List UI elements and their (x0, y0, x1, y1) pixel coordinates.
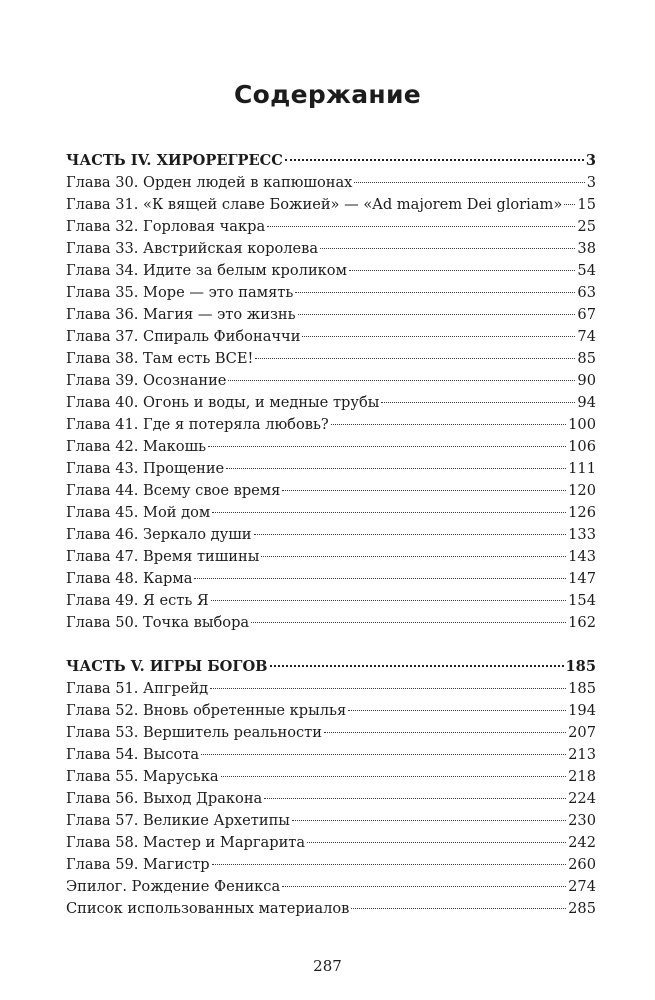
toc-entry-page: 38 (577, 240, 596, 257)
dot-leader (381, 402, 575, 403)
toc-entry-page: 100 (568, 416, 596, 433)
toc-entry[interactable] (66, 238, 596, 260)
toc-entry[interactable] (66, 766, 596, 788)
dot-leader (261, 556, 566, 557)
dot-leader (270, 665, 564, 667)
toc-part-title: ЧАСТЬ V. ИГРЫ БОГОВ (66, 658, 268, 675)
toc-entry-page: 63 (577, 284, 596, 301)
toc-entry-page: 242 (568, 834, 596, 851)
toc-entry[interactable] (66, 282, 596, 304)
dot-leader (255, 358, 575, 359)
dot-leader (302, 336, 575, 337)
toc-entry-title: Глава 33. Австрийская королева (66, 240, 319, 257)
toc-entry-title: Список использованных материалов (66, 900, 350, 917)
dot-leader (351, 908, 566, 909)
toc-entry-list (66, 678, 596, 920)
toc-entry-page: 260 (568, 856, 596, 873)
toc-entry-page: 94 (577, 394, 596, 411)
dot-leader (211, 600, 566, 601)
toc-part-heading[interactable] (66, 656, 596, 678)
toc-entry[interactable] (66, 326, 596, 348)
toc-entry-title: Глава 49. Я есть Я (66, 592, 209, 609)
toc-entry[interactable] (66, 480, 596, 502)
toc-entry-page: 213 (568, 746, 596, 763)
toc-entry[interactable] (66, 568, 596, 590)
toc-entry[interactable] (66, 876, 596, 898)
dot-leader (212, 864, 566, 865)
page-title: Содержание (233, 80, 422, 109)
toc-entry[interactable] (66, 216, 596, 238)
toc-entry-title: Глава 54. Высота (66, 746, 200, 763)
dot-leader (307, 842, 566, 843)
dot-leader (320, 248, 575, 249)
toc-entry-page: 207 (568, 724, 596, 741)
dot-leader (194, 578, 566, 579)
dot-leader (267, 226, 575, 227)
dot-leader (348, 710, 566, 711)
toc-entry[interactable] (66, 612, 596, 634)
toc-entry[interactable] (66, 436, 596, 458)
dot-leader (282, 490, 566, 491)
toc-entry-page: 106 (568, 438, 596, 455)
dot-leader (564, 204, 575, 205)
toc-entry-title: Глава 38. Там есть ВСЕ! (66, 350, 254, 367)
toc-entry[interactable] (66, 392, 596, 414)
toc-entry-title: Глава 36. Магия — это жизнь (66, 306, 296, 323)
toc-entry-title: Глава 53. Вершитель реальности (66, 724, 322, 741)
toc-entry-page: 133 (568, 526, 596, 543)
toc-entry[interactable] (66, 194, 596, 216)
dot-leader (295, 292, 575, 293)
toc-entry-page: 274 (568, 878, 596, 895)
toc-entry-page: 67 (577, 306, 596, 323)
dot-leader (285, 159, 584, 161)
toc-entry-page: 85 (577, 350, 596, 367)
toc-part-page: 3 (585, 152, 596, 169)
toc-entry-title: Глава 34. Идите за белым кроликом (66, 262, 347, 279)
toc-entry-title: Глава 57. Великие Архетипы (66, 812, 290, 829)
dot-leader (228, 380, 575, 381)
toc-entry[interactable] (66, 348, 596, 370)
toc-entry-title: Глава 37. Спираль Фибоначчи (66, 328, 301, 345)
toc-entry-title: Глава 46. Зеркало души (66, 526, 252, 543)
toc-entry-page: 143 (568, 548, 596, 565)
toc-entry[interactable] (66, 546, 596, 568)
dot-leader (226, 468, 566, 469)
toc-entry-page: 194 (568, 702, 596, 719)
toc-entry[interactable] (66, 590, 596, 612)
toc-entry-title: Глава 48. Карма (66, 570, 193, 587)
toc-entry-page: 126 (568, 504, 596, 521)
dot-leader (298, 314, 576, 315)
toc-entry-page: 25 (577, 218, 596, 235)
toc-part-title: ЧАСТЬ IV. ХИРОРЕГРЕСС (66, 152, 283, 169)
toc-entry-title: Глава 59. Магистр (66, 856, 210, 873)
toc-entry-page: 154 (568, 592, 596, 609)
toc-entry-title: Глава 32. Горловая чакра (66, 218, 266, 235)
dot-leader (331, 424, 566, 425)
toc-entry[interactable] (66, 524, 596, 546)
toc-entry[interactable] (66, 458, 596, 480)
toc-entry[interactable] (66, 700, 596, 722)
toc-entry-list (66, 172, 596, 634)
dot-leader (254, 534, 567, 535)
toc-entry[interactable] (66, 810, 596, 832)
dot-leader (210, 688, 566, 689)
dot-leader (354, 182, 584, 183)
toc-entry-title: Глава 35. Море — это память (66, 284, 294, 301)
toc-entry[interactable] (66, 898, 596, 920)
toc-entry-title: Глава 31. «К вящей славе Божией» — «Ad majorem Dei gloriam» (66, 196, 563, 213)
toc-entry-title: Глава 51. Апгрейд (66, 680, 209, 697)
dot-leader (212, 512, 566, 513)
toc-entry-page: 230 (568, 812, 596, 829)
dot-leader (349, 270, 575, 271)
dot-leader (208, 446, 566, 447)
toc-part-v (66, 656, 596, 920)
toc-entry[interactable] (66, 722, 596, 744)
dot-leader (292, 820, 566, 821)
toc-entry-title: Глава 47. Время тишины (66, 548, 260, 565)
dot-leader (264, 798, 566, 799)
toc-entry[interactable] (66, 678, 596, 700)
toc-entry-title: Глава 56. Выход Дракона (66, 790, 263, 807)
toc-entry-page: 147 (568, 570, 596, 587)
toc-part-page: 185 (565, 658, 596, 675)
toc-entry[interactable] (66, 370, 596, 392)
toc-entry-title: Глава 39. Осознание (66, 372, 227, 389)
dot-leader (221, 776, 567, 777)
toc-entry-title: Глава 41. Где я потеряла любовь? (66, 416, 329, 433)
toc-entry-page: 162 (568, 614, 596, 631)
dot-leader (251, 622, 566, 623)
page-number: 287 (313, 957, 342, 975)
toc-entry[interactable] (66, 502, 596, 524)
toc-part-heading[interactable] (66, 150, 596, 172)
toc-entry[interactable] (66, 414, 596, 436)
toc-entry-page: 90 (577, 372, 596, 389)
toc-entry-title: Глава 50. Точка выбора (66, 614, 250, 631)
toc-entry[interactable] (66, 304, 596, 326)
toc-entry-page: 218 (568, 768, 596, 785)
toc-entry[interactable] (66, 854, 596, 876)
toc-entry[interactable] (66, 788, 596, 810)
dot-leader (324, 732, 566, 733)
toc-entry-title: Глава 52. Вновь обретенные крылья (66, 702, 347, 719)
toc-entry[interactable] (66, 832, 596, 854)
toc-entry-page: 15 (577, 196, 596, 213)
toc-entry-title: Глава 40. Огонь и воды, и медные трубы (66, 394, 380, 411)
toc-part-iv (66, 150, 596, 634)
toc-entry-title: Глава 30. Орден людей в капюшонах (66, 174, 353, 191)
toc-entry-title: Эпилог. Рождение Феникса (66, 878, 281, 895)
toc-entry-title: Глава 43. Прощение (66, 460, 225, 477)
toc-entry[interactable] (66, 744, 596, 766)
toc-entry-page: 74 (577, 328, 596, 345)
toc-entry-page: 54 (577, 262, 596, 279)
toc-entry[interactable] (66, 260, 596, 282)
toc-entry-page: 224 (568, 790, 596, 807)
dot-leader (201, 754, 566, 755)
toc-entry-title: Глава 44. Всему свое время (66, 482, 281, 499)
toc-entry-page: 111 (568, 460, 596, 477)
toc-entry-title: Глава 58. Мастер и Маргарита (66, 834, 306, 851)
toc-entry-title: Глава 42. Макошь (66, 438, 207, 455)
toc-entry-page: 185 (568, 680, 596, 697)
toc-entry-title: Глава 45. Мой дом (66, 504, 211, 521)
toc-entry-page: 120 (568, 482, 596, 499)
dot-leader (282, 886, 566, 887)
toc-entry[interactable] (66, 172, 596, 194)
toc-entry-page: 3 (586, 174, 596, 191)
toc-entry-title: Глава 55. Маруська (66, 768, 219, 785)
toc-entry-page: 285 (568, 900, 596, 917)
